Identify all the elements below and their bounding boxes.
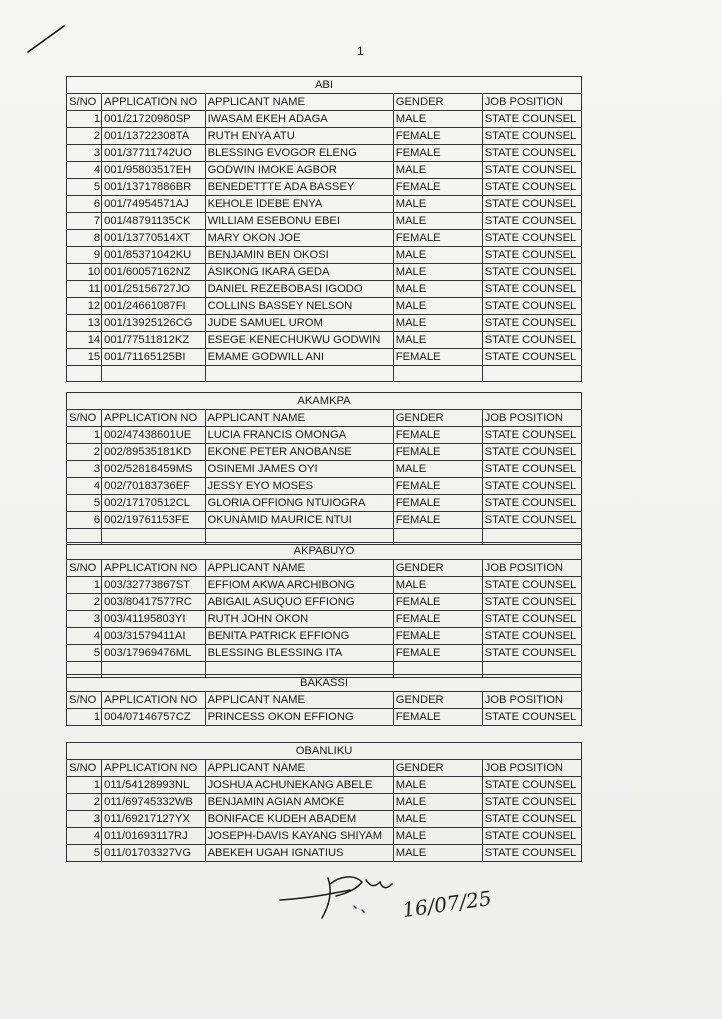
header-job-position: JOB POSITION (482, 94, 581, 111)
table-row (67, 777, 582, 794)
application-no-cell: 002/19761153FE (102, 512, 205, 529)
application-no-cell: 004/07146757CZ (102, 709, 205, 726)
applicant-name-cell: EFFIOM AKWA ARCHIBONG (205, 577, 393, 594)
application-no-cell: 003/17969476ML (102, 645, 205, 662)
applicant-name-cell: EMAME GODWILL ANI (205, 349, 393, 366)
application-no-cell: 002/89535181KD (102, 444, 205, 461)
table-row (67, 315, 582, 332)
applicant-name-cell: BLESSING BLESSING ITA (205, 645, 393, 662)
gender-cell: MALE (393, 777, 482, 794)
header-gender: GENDER (393, 560, 482, 577)
header-sno: S/NO (67, 94, 102, 111)
application-no-cell: 001/95803517EH (102, 162, 205, 179)
application-no-cell: 011/01693117RJ (102, 828, 205, 845)
job-position-cell: STATE COUNSEL (482, 315, 581, 332)
serial-number-cell: 11 (67, 281, 102, 298)
applicant-name-cell: DANIEL REZEBOBASI IGODO (205, 281, 393, 298)
applicant-name-cell: WILLIAM ESEBONU EBEI (205, 213, 393, 230)
applicant-name-cell: BENJAMIN BEN OKOSI (205, 247, 393, 264)
job-position-cell: STATE COUNSEL (482, 128, 581, 145)
header-applicant-name: APPLICANT NAME (205, 760, 393, 777)
table-row (67, 162, 582, 179)
header-job-position: JOB POSITION (482, 410, 581, 427)
empty-cell (482, 366, 581, 382)
table-row (67, 264, 582, 281)
applicant-name-cell: COLLINS BASSEY NELSON (205, 298, 393, 315)
header-row (67, 692, 582, 709)
job-position-cell: STATE COUNSEL (482, 349, 581, 366)
gender-cell: MALE (393, 298, 482, 315)
gender-cell: MALE (393, 196, 482, 213)
table-row (67, 349, 582, 366)
job-position-cell: STATE COUNSEL (482, 478, 581, 495)
serial-number-cell: 2 (67, 594, 102, 611)
gender-cell: FEMALE (393, 128, 482, 145)
job-position-cell: STATE COUNSEL (482, 298, 581, 315)
serial-number-cell: 5 (67, 179, 102, 196)
section-bakassi (66, 674, 582, 726)
job-position-cell: STATE COUNSEL (482, 709, 581, 726)
table-row (67, 213, 582, 230)
job-position-cell: STATE COUNSEL (482, 247, 581, 264)
applicant-name-cell: JOSHUA ACHUNEKANG ABELE (205, 777, 393, 794)
table-row (67, 196, 582, 213)
table-row (67, 709, 582, 726)
empty-cell (205, 366, 393, 382)
application-no-cell: 002/52818459MS (102, 461, 205, 478)
serial-number-cell: 3 (67, 811, 102, 828)
header-job-position: JOB POSITION (482, 760, 581, 777)
applicant-name-cell: BENITA PATRICK EFFIONG (205, 628, 393, 645)
job-position-cell: STATE COUNSEL (482, 628, 581, 645)
table-row (67, 495, 582, 512)
table-row (67, 247, 582, 264)
table-row (67, 128, 582, 145)
header-sno: S/NO (67, 760, 102, 777)
job-position-cell: STATE COUNSEL (482, 845, 581, 862)
application-no-cell: 001/13770514XT (102, 230, 205, 247)
header-job-position: JOB POSITION (482, 692, 581, 709)
applicants-table (66, 542, 582, 678)
section-abi (66, 76, 582, 382)
serial-number-cell: 6 (67, 196, 102, 213)
application-no-cell: 002/70183736EF (102, 478, 205, 495)
header-application-no: APPLICATION NO (102, 760, 205, 777)
section-title: AKAMKPA (67, 393, 582, 410)
gender-cell: FEMALE (393, 230, 482, 247)
header-sno: S/NO (67, 410, 102, 427)
serial-number-cell: 4 (67, 162, 102, 179)
serial-number-cell: 14 (67, 332, 102, 349)
serial-number-cell: 9 (67, 247, 102, 264)
job-position-cell: STATE COUNSEL (482, 332, 581, 349)
application-no-cell: 001/13717886BR (102, 179, 205, 196)
job-position-cell: STATE COUNSEL (482, 828, 581, 845)
section-title: ABI (67, 77, 582, 94)
empty-cell (393, 366, 482, 382)
serial-number-cell: 1 (67, 777, 102, 794)
serial-number-cell: 1 (67, 577, 102, 594)
gender-cell: MALE (393, 577, 482, 594)
section-title: BAKASSI (67, 675, 582, 692)
serial-number-cell: 2 (67, 128, 102, 145)
serial-number-cell: 3 (67, 461, 102, 478)
job-position-cell: STATE COUNSEL (482, 281, 581, 298)
serial-number-cell: 3 (67, 145, 102, 162)
serial-number-cell: 13 (67, 315, 102, 332)
applicant-name-cell: ABEKEH UGAH IGNATIUS (205, 845, 393, 862)
gender-cell: MALE (393, 264, 482, 281)
job-position-cell: STATE COUNSEL (482, 111, 581, 128)
gender-cell: FEMALE (393, 444, 482, 461)
applicant-name-cell: BENJAMIN AGIAN AMOKE (205, 794, 393, 811)
header-sno: S/NO (67, 560, 102, 577)
signature-date: 16/07/25 (400, 885, 494, 923)
header-applicant-name: APPLICANT NAME (205, 692, 393, 709)
application-no-cell: 001/77511812KZ (102, 332, 205, 349)
application-no-cell: 011/01703327VG (102, 845, 205, 862)
serial-number-cell: 1 (67, 709, 102, 726)
table-row (67, 794, 582, 811)
gender-cell: MALE (393, 811, 482, 828)
application-no-cell: 001/25156727JO (102, 281, 205, 298)
gender-cell: FEMALE (393, 495, 482, 512)
job-position-cell: STATE COUNSEL (482, 794, 581, 811)
application-no-cell: 003/41195803YI (102, 611, 205, 628)
job-position-cell: STATE COUNSEL (482, 145, 581, 162)
blank-row (67, 366, 582, 382)
table-row (67, 611, 582, 628)
applicant-name-cell: OKUNAMID MAURICE NTUI (205, 512, 393, 529)
table-row (67, 811, 582, 828)
application-no-cell: 002/47438601UE (102, 427, 205, 444)
table-row (67, 461, 582, 478)
serial-number-cell: 4 (67, 628, 102, 645)
section-akamkpa (66, 392, 582, 545)
applicant-name-cell: GLORIA OFFIONG NTUIOGRA (205, 495, 393, 512)
section-title: OBANLIKU (67, 743, 582, 760)
gender-cell: MALE (393, 461, 482, 478)
gender-cell: MALE (393, 111, 482, 128)
serial-number-cell: 5 (67, 495, 102, 512)
header-application-no: APPLICATION NO (102, 560, 205, 577)
header-application-no: APPLICATION NO (102, 410, 205, 427)
serial-number-cell: 5 (67, 645, 102, 662)
serial-number-cell: 8 (67, 230, 102, 247)
application-no-cell: 001/71165125BI (102, 349, 205, 366)
job-position-cell: STATE COUNSEL (482, 577, 581, 594)
job-position-cell: STATE COUNSEL (482, 594, 581, 611)
header-row (67, 760, 582, 777)
application-no-cell: 001/13925126CG (102, 315, 205, 332)
applicant-name-cell: JOSEPH-DAVIS KAYANG SHIYAM (205, 828, 393, 845)
applicants-table (66, 76, 582, 382)
table-row (67, 478, 582, 495)
empty-cell (67, 366, 102, 382)
serial-number-cell: 15 (67, 349, 102, 366)
header-gender: GENDER (393, 692, 482, 709)
serial-number-cell: 6 (67, 512, 102, 529)
application-no-cell: 011/69745332WB (102, 794, 205, 811)
serial-number-cell: 7 (67, 213, 102, 230)
header-applicant-name: APPLICANT NAME (205, 560, 393, 577)
applicant-name-cell: JESSY EYO MOSES (205, 478, 393, 495)
table-row (67, 628, 582, 645)
applicants-table (66, 742, 582, 862)
header-row (67, 410, 582, 427)
serial-number-cell: 4 (67, 478, 102, 495)
job-position-cell: STATE COUNSEL (482, 264, 581, 281)
serial-number-cell: 1 (67, 427, 102, 444)
serial-number-cell: 5 (67, 845, 102, 862)
serial-number-cell: 2 (67, 794, 102, 811)
table-row (67, 845, 582, 862)
header-row (67, 94, 582, 111)
empty-cell (102, 366, 205, 382)
gender-cell: FEMALE (393, 628, 482, 645)
applicant-name-cell: ESEGE KENECHUKWU GODWIN (205, 332, 393, 349)
job-position-cell: STATE COUNSEL (482, 611, 581, 628)
section-akpabuyo (66, 542, 582, 678)
table-row (67, 332, 582, 349)
table-row (67, 111, 582, 128)
gender-cell: FEMALE (393, 512, 482, 529)
applicant-name-cell: LUCIA FRANCIS OMONGA (205, 427, 393, 444)
applicant-name-cell: GODWIN IMOKE AGBOR (205, 162, 393, 179)
gender-cell: MALE (393, 315, 482, 332)
gender-cell: FEMALE (393, 594, 482, 611)
application-no-cell: 001/21720980SP (102, 111, 205, 128)
gender-cell: FEMALE (393, 645, 482, 662)
applicant-name-cell: MARY OKON JOE (205, 230, 393, 247)
applicant-name-cell: RUTH JOHN OKON (205, 611, 393, 628)
applicant-name-cell: OSINEMI JAMES OYI (205, 461, 393, 478)
job-position-cell: STATE COUNSEL (482, 512, 581, 529)
header-gender: GENDER (393, 760, 482, 777)
job-position-cell: STATE COUNSEL (482, 179, 581, 196)
gender-cell: FEMALE (393, 478, 482, 495)
section-title: AKPABUYO (67, 543, 582, 560)
applicants-table (66, 674, 582, 726)
header-gender: GENDER (393, 410, 482, 427)
applicant-name-cell: EKONE PETER ANOBANSE (205, 444, 393, 461)
application-no-cell: 001/13722308TA (102, 128, 205, 145)
table-row (67, 577, 582, 594)
applicant-name-cell: IWASAM EKEH ADAGA (205, 111, 393, 128)
job-position-cell: STATE COUNSEL (482, 427, 581, 444)
job-position-cell: STATE COUNSEL (482, 461, 581, 478)
table-row (67, 281, 582, 298)
table-row (67, 427, 582, 444)
job-position-cell: STATE COUNSEL (482, 213, 581, 230)
application-no-cell: 001/24661087FI (102, 298, 205, 315)
applicant-name-cell: ASIKONG IKARA GEDA (205, 264, 393, 281)
header-application-no: APPLICATION NO (102, 94, 205, 111)
applicant-name-cell: KEHOLE IDEBE ENYA (205, 196, 393, 213)
applicant-name-cell: BENEDETTTE ADA BASSEY (205, 179, 393, 196)
section-obanliku (66, 742, 582, 862)
application-no-cell: 003/31579411AI (102, 628, 205, 645)
gender-cell: MALE (393, 828, 482, 845)
table-row (67, 512, 582, 529)
job-position-cell: STATE COUNSEL (482, 777, 581, 794)
application-no-cell: 001/37711742UO (102, 145, 205, 162)
job-position-cell: STATE COUNSEL (482, 495, 581, 512)
application-no-cell: 001/48791135CK (102, 213, 205, 230)
gender-cell: MALE (393, 845, 482, 862)
job-position-cell: STATE COUNSEL (482, 196, 581, 213)
header-gender: GENDER (393, 94, 482, 111)
gender-cell: MALE (393, 162, 482, 179)
header-sno: S/NO (67, 692, 102, 709)
applicant-name-cell: PRINCESS OKON EFFIONG (205, 709, 393, 726)
application-no-cell: 001/74954571AJ (102, 196, 205, 213)
table-row (67, 828, 582, 845)
job-position-cell: STATE COUNSEL (482, 162, 581, 179)
pen-stroke-mark (26, 24, 66, 54)
job-position-cell: STATE COUNSEL (482, 645, 581, 662)
application-no-cell: 001/85371042KU (102, 247, 205, 264)
applicant-name-cell: JUDE SAMUEL UROM (205, 315, 393, 332)
serial-number-cell: 12 (67, 298, 102, 315)
header-applicant-name: APPLICANT NAME (205, 94, 393, 111)
table-row (67, 298, 582, 315)
gender-cell: MALE (393, 213, 482, 230)
application-no-cell: 003/80417577RC (102, 594, 205, 611)
gender-cell: MALE (393, 247, 482, 264)
application-no-cell: 011/54128993NL (102, 777, 205, 794)
header-application-no: APPLICATION NO (102, 692, 205, 709)
application-no-cell: 011/69217127YX (102, 811, 205, 828)
job-position-cell: STATE COUNSEL (482, 444, 581, 461)
gender-cell: FEMALE (393, 427, 482, 444)
gender-cell: FEMALE (393, 611, 482, 628)
applicant-name-cell: BONIFACE KUDEH ABADEM (205, 811, 393, 828)
gender-cell: FEMALE (393, 709, 482, 726)
table-row (67, 145, 582, 162)
application-no-cell: 001/60057162NZ (102, 264, 205, 281)
gender-cell: FEMALE (393, 179, 482, 196)
gender-cell: MALE (393, 332, 482, 349)
header-job-position: JOB POSITION (482, 560, 581, 577)
gender-cell: MALE (393, 281, 482, 298)
job-position-cell: STATE COUNSEL (482, 230, 581, 247)
header-applicant-name: APPLICANT NAME (205, 410, 393, 427)
serial-number-cell: 3 (67, 611, 102, 628)
page-number: 1 (357, 44, 364, 58)
table-row (67, 230, 582, 247)
table-row (67, 645, 582, 662)
gender-cell: FEMALE (393, 349, 482, 366)
serial-number-cell: 2 (67, 444, 102, 461)
applicant-name-cell: BLESSING EVOGOR ELENG (205, 145, 393, 162)
header-row (67, 560, 582, 577)
serial-number-cell: 4 (67, 828, 102, 845)
applicants-table (66, 392, 582, 545)
applicant-name-cell: ABIGAIL ASUQUO EFFIONG (205, 594, 393, 611)
job-position-cell: STATE COUNSEL (482, 811, 581, 828)
serial-number-cell: 1 (67, 111, 102, 128)
application-no-cell: 002/17170512CL (102, 495, 205, 512)
gender-cell: FEMALE (393, 145, 482, 162)
table-row (67, 594, 582, 611)
applicant-name-cell: RUTH ENYA ATU (205, 128, 393, 145)
table-row (67, 444, 582, 461)
serial-number-cell: 10 (67, 264, 102, 281)
application-no-cell: 003/32773867ST (102, 577, 205, 594)
table-row (67, 179, 582, 196)
gender-cell: MALE (393, 794, 482, 811)
